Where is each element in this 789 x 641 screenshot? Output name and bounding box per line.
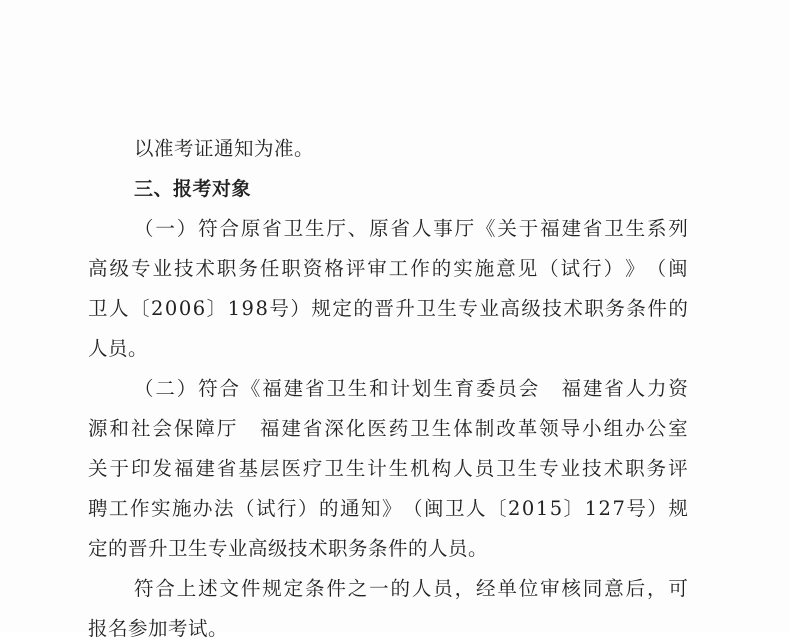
paragraph-2-line-2: 源 和 社 会 保 障 厅 福 建 省 深 化 医 药 卫 生 体 制 改 革 领 导 小 组 办 公 室 — [88, 417, 688, 440]
paragraph-1-line-1: （ 一 ） 符 合 原 省 卫 生 厅 、 原 省 人 事 厅 《 关 于 福 建 省 卫 生 系 列 — [134, 217, 688, 240]
paragraph-3-line-1: 符 合 上 述 文 件 规 定 条 件 之 一 的 人 员 ， 经 单 位 审 核 同 意 后 ， 可 — [134, 577, 688, 600]
paragraph-1-line-2: 高 级 专 业 技 术 职 务 任 职 资 格 评 审 工 作 的 实 施 意 见 （ 试 行 ） 》 （ 闽 — [88, 257, 688, 280]
paragraph-2-line-1: （ 二 ） 符 合 《 福 建 省 卫 生 和 计 划 生 育 委 员 会 福 建 省 人 力 资 — [134, 377, 688, 400]
paragraph-2-line-4: 聘 工 作 实 施 办 法 （ 试 行 ） 的 通 知 》 （ 闽 卫 人 〔 2 0 1 5 〕 1 2 7 号 ） 规 — [88, 497, 688, 520]
paragraph-2-line-3: 关 于 印 发 福 建 省 基 层 医 疗 卫 生 计 生 机 构 人 员 卫 生 专 业 技 术 职 务 评 — [88, 457, 688, 480]
text-line-exam-notice: 以准考证通知为准。 — [134, 137, 315, 160]
paragraph-1-line-4: 人员。 — [88, 337, 149, 360]
paragraph-1-line-3: 卫 人 〔 2 0 0 6 〕 1 9 8 号 ） 规 定 的 晋 升 卫 生 专 业 高 级 技 术 职 务 条 件 的 — [88, 297, 688, 320]
section-heading-applicants: 三、报考对象 — [134, 178, 252, 200]
paragraph-2-line-5: 定的晋升卫生专业高级技术职务条件的人员。 — [88, 537, 489, 560]
paragraph-3-line-2: 报名参加考试。 — [88, 617, 229, 640]
